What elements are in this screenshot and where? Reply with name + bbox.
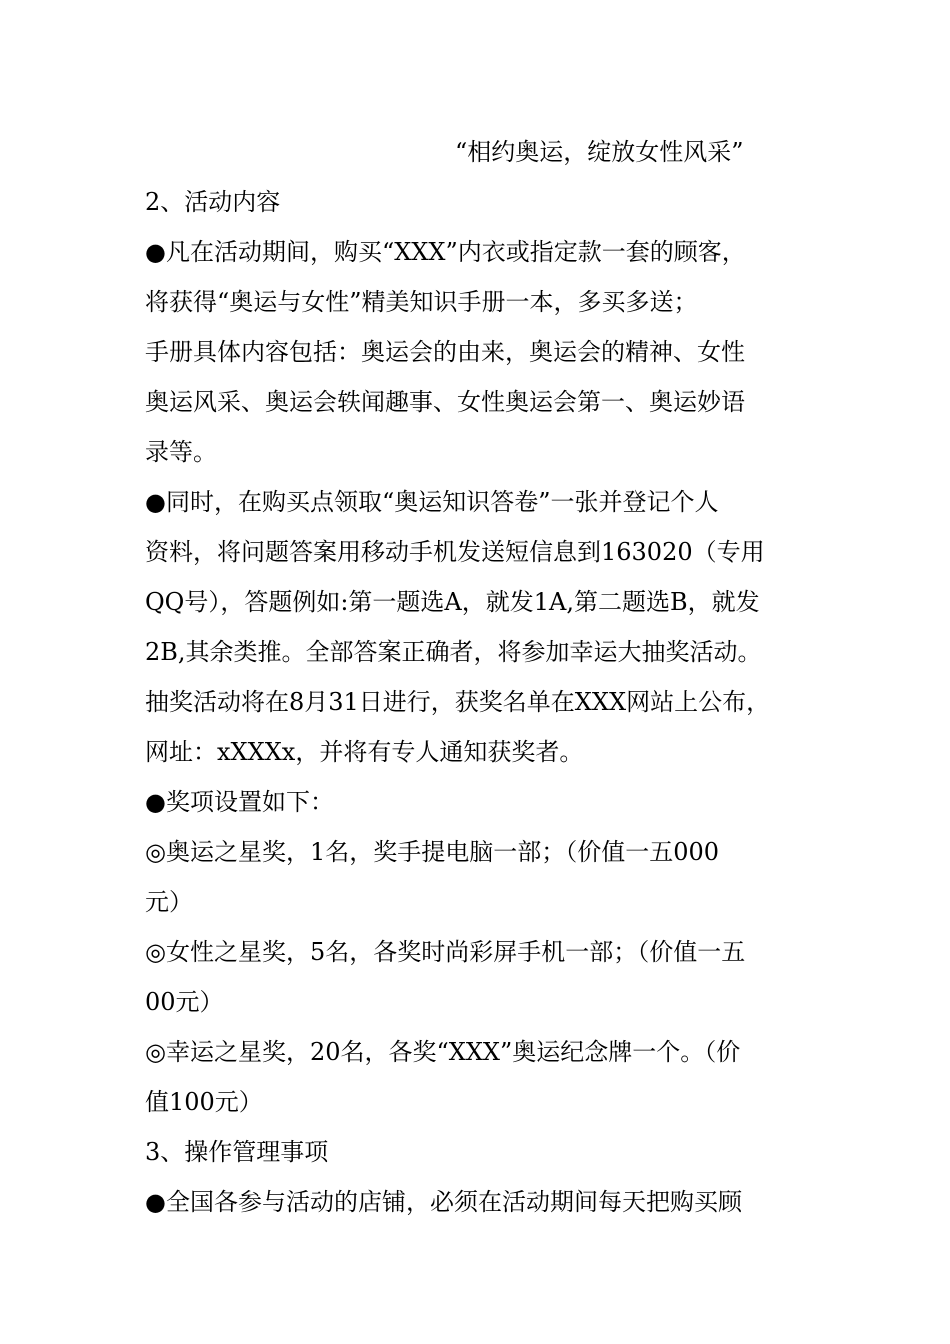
award-1-line-1: ◎奥运之星奖，1名，奖手提电脑一部；（价值一五000 (145, 838, 720, 866)
award-3-line-2: 值100元） (145, 1088, 263, 1116)
award-1-line-2: 元） (145, 888, 193, 916)
bullet-2-line-2: 资料，将问题答案用移动手机发送短信息到163020（专用 (145, 538, 765, 566)
bullet-3-line-1: ●全国各参与活动的店铺，必须在活动期间每天把购买顾 (145, 1188, 742, 1216)
award-3-line-1: ◎幸运之星奖，20名，各奖“XXX”奥运纪念牌一个。（价 (145, 1038, 741, 1066)
bullet-1-line-1: ●凡在活动期间，购买“XXX”内衣或指定款一套的顾客， (145, 238, 746, 266)
bullet-1-line-4: 奥运风采、奥运会轶闻趣事、女性奥运会第一、奥运妙语 (145, 388, 745, 416)
bullet-2-line-5: 抽奖活动将在8月31日进行，获奖名单在XXX网站上公布， (145, 688, 771, 716)
bullet-2-line-4: 2B,其余类推。全部答案正确者，将参加幸运大抽奖活动。 (145, 638, 762, 666)
bullet-1-line-5: 录等。 (145, 438, 217, 466)
bullet-2-line-6: 网址：xXXXx，并将有专人通知获奖者。 (145, 738, 584, 766)
bullet-1-line-3: 手册具体内容包括：奥运会的由来，奥运会的精神、女性 (145, 338, 745, 366)
slogan-line: “相约奥运，绽放女性风采” (455, 138, 744, 166)
awards-intro: ●奖项设置如下： (145, 788, 334, 816)
bullet-1-line-2: 将获得“奥运与女性”精美知识手册一本，多买多送； (145, 288, 698, 316)
section-3-heading: 3、操作管理事项 (145, 1138, 329, 1166)
bullet-2-line-3: QQ号），答题例如:第一题选A，就发1A,第二题选B，就发 (145, 588, 760, 616)
award-2-line-1: ◎女性之星奖，5名，各奖时尚彩屏手机一部；（价值一五 (145, 938, 746, 966)
award-2-line-2: 00元） (145, 988, 224, 1016)
bullet-2-line-1: ●同时，在购买点领取“奥运知识答卷”一张并登记个人 (145, 488, 719, 516)
section-2-heading: 2、活动内容 (145, 188, 281, 216)
